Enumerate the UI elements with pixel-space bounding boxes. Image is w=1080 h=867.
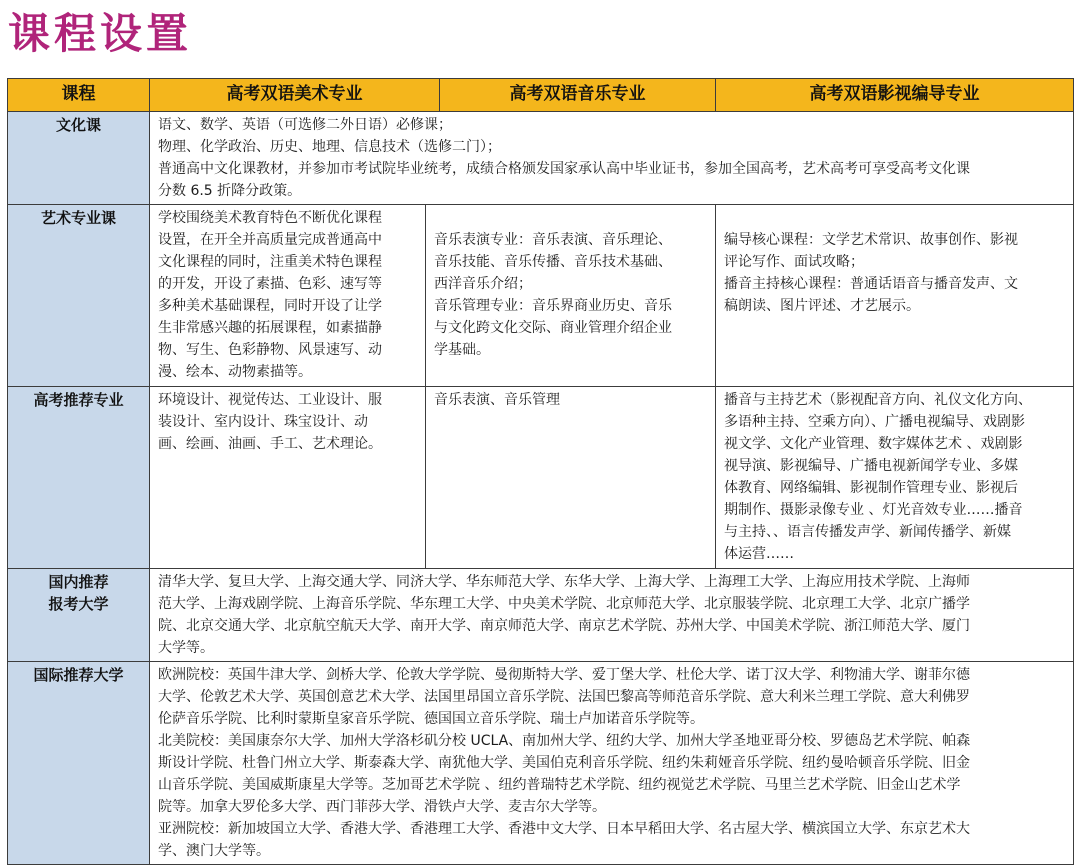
header-fine-art: 高考双语美术专业 [150,79,440,112]
row-label-line: 国内推荐 [48,573,109,591]
text-line: 清华大学、复旦大学、上海交通大学、同济大学、华东师范大学、东华大学、上海大学、上海理工大学、上海应用技术学院、上海师 [158,574,970,590]
text-line: 学、澳门大学等。 [158,843,270,859]
text-line: 编导核心课程：文学艺术常识、故事创作、影视 [724,232,1018,248]
row-label-international: 国际推荐大学 [8,662,150,865]
text-line: 画、绘画、油画、手工、艺术理论。 [158,436,382,452]
text-line: 音乐技能、音乐传播、音乐技术基础、 [434,254,672,270]
row-label-majors: 高考推荐专业 [8,387,150,569]
text-line: 体运营…… [724,546,794,562]
text-line: 与文化跨文化交际、商业管理介绍企业 [434,320,672,336]
table-row-domestic [8,569,1074,662]
page-title: 课程设置 [8,9,193,58]
text-line: 伦萨音乐学院、比利时蒙斯皇家音乐学院、德国国立音乐学院、瑞士卢加诺音乐学院等。 [158,711,704,727]
text-line: 物、写生、色彩静物、风景速写、动 [158,342,382,358]
course-table [7,78,1074,865]
text-line: 亚洲院校：新加坡国立大学、香港大学、香港理工大学、香港中文大学、日本早稻田大学、名古屋大学、横滨国立大学、东京艺术大 [158,821,970,837]
text-line: 欧洲院校：英国牛津大学、剑桥大学、伦敦大学学院、曼彻斯特大学、爱丁堡大学、杜伦大学、诺丁汉大学、利物浦大学、谢菲尔德 [158,667,970,683]
text-line: 范大学、上海戏剧学院、上海音乐学院、华东理工大学、中央美术学院、北京师范大学、北京服装学院、北京理工大学、北京广播学 [158,596,970,612]
text-line: 大学等。 [158,640,214,656]
text-line: 视文学、文化产业管理、数字媒体艺术 、戏剧影 [724,436,1023,452]
text-line: 生非常感兴趣的拓展课程，如素描静 [158,320,382,336]
text-line: 院、北京交通大学、北京航空航天大学、南开大学、南京师范大学、南京艺术学院、苏州大学、中国美术学院、浙江师范大学、厦门 [158,618,970,634]
header-music: 高考双语音乐专业 [440,79,716,112]
text-line: 语文、数学、英语（可选修二外日语）必修课； [158,117,452,133]
text-line: 斯设计学院、杜鲁门州立大学、斯泰森大学、南犹他大学、美国伯克利音乐学院、纽约朱莉娅音乐学院、纽约曼哈顿音乐学院、旧金 [158,755,970,771]
domestic-content [150,569,1074,662]
text-line: 播音与主持艺术（影视配音方向、礼仪文化方向、 [724,392,1032,408]
text-line: 分数 6.5 折降分政策。 [158,183,302,199]
text-line: 评论写作、面试攻略； [724,254,864,270]
table-row-culture [8,112,1074,205]
text-line: 稿朗读、图片评述、才艺展示。 [724,298,920,314]
header-row [8,79,1074,112]
text-line: 音乐管理专业：音乐界商业历史、音乐 [434,298,672,314]
text-line: 多种美术基础课程，同时开设了让学 [158,298,382,314]
table-row-art [8,205,1074,387]
header-course: 课程 [8,79,150,112]
text-line: 期制作、摄影录像专业 、灯光音效专业……播音 [724,502,1023,518]
text-line: 普通高中文化课教材，并参加市考试院毕业统考，成绩合格颁发国家承认高中毕业证书，参加全国高考，艺术高考可享受高考文化课 [158,161,970,177]
text-line: 大学、伦敦艺术大学、英国创意艺术大学、法国里昂国立音乐学院、法国巴黎高等师范音乐学院、意大利米兰理工学院、意大利佛罗 [158,689,970,705]
row-label-line: 报考大学 [48,595,109,613]
table-row-majors [8,387,1074,569]
text-line: 体教育、网络编辑、影视制作管理专业、影视后 [724,480,1018,496]
text-line: 学校围绕美术教育特色不断优化课程 [158,210,382,226]
text-line: 音乐表演专业：音乐表演、音乐理论、 [434,232,672,248]
text-line: 学基础。 [434,342,490,358]
art-fine-art-content [150,205,426,387]
text-line: 漫、绘本、动物素描等。 [158,364,312,380]
text-line: 西洋音乐介绍； [434,276,532,292]
text-line: 物理、化学政治、历史、地理、信息技术（选修二门）； [158,139,501,155]
row-label-domestic [8,569,150,662]
text-line: 的开发，开设了素描、色彩、速写等 [158,276,382,292]
text-line: 文化课程的同时，注重美术特色课程 [158,254,382,270]
text-line: 与主持、、语言传播发声学、新闻传播学、新媒 [724,524,1011,540]
row-label-art: 艺术专业课 [8,205,150,387]
text-line: 音乐表演、音乐管理 [434,392,560,408]
art-music-content [426,205,716,387]
text-line: 播音主持核心课程：普通话语音与播音发声、文 [724,276,1018,292]
text-line: 视导演、影视编导、广播电视新闻学专业、多媒 [724,458,1018,474]
text-line: 装设计、室内设计、珠宝设计、动 [158,414,368,430]
row-label-culture: 文化课 [8,112,150,205]
majors-music-content [426,387,716,569]
text-line: 院等。加拿大罗伦多大学、西门菲莎大学、滑铁卢大学、麦吉尔大学等。 [158,799,606,815]
text-line: 北美院校：美国康奈尔大学、加州大学洛杉矶分校 UCLA、南加州大学、纽约大学、加州大学圣地亚哥分校、罗德岛艺术学院、帕森 [158,733,971,749]
international-content [150,662,1074,865]
header-film: 高考双语影视编导专业 [716,79,1074,112]
text-line: 环境设计、视觉传达、工业设计、服 [158,392,382,408]
text-line: 山音乐学院、美国威斯康星大学等。芝加哥艺术学院 、纽约普瑞特艺术学院、纽约视觉艺术学院、马里兰艺术学院、旧金山艺术学 [158,777,961,793]
art-film-content [716,205,1074,387]
text-line: 设置，在开全并高质量完成普通高中 [158,232,382,248]
text-line: 多语种主持、空乘方向）、广播电视编导、戏剧影 [724,414,1025,430]
culture-content [150,112,1074,205]
majors-fine-art-content [150,387,426,569]
majors-film-content [716,387,1074,569]
table-row-international [8,662,1074,865]
